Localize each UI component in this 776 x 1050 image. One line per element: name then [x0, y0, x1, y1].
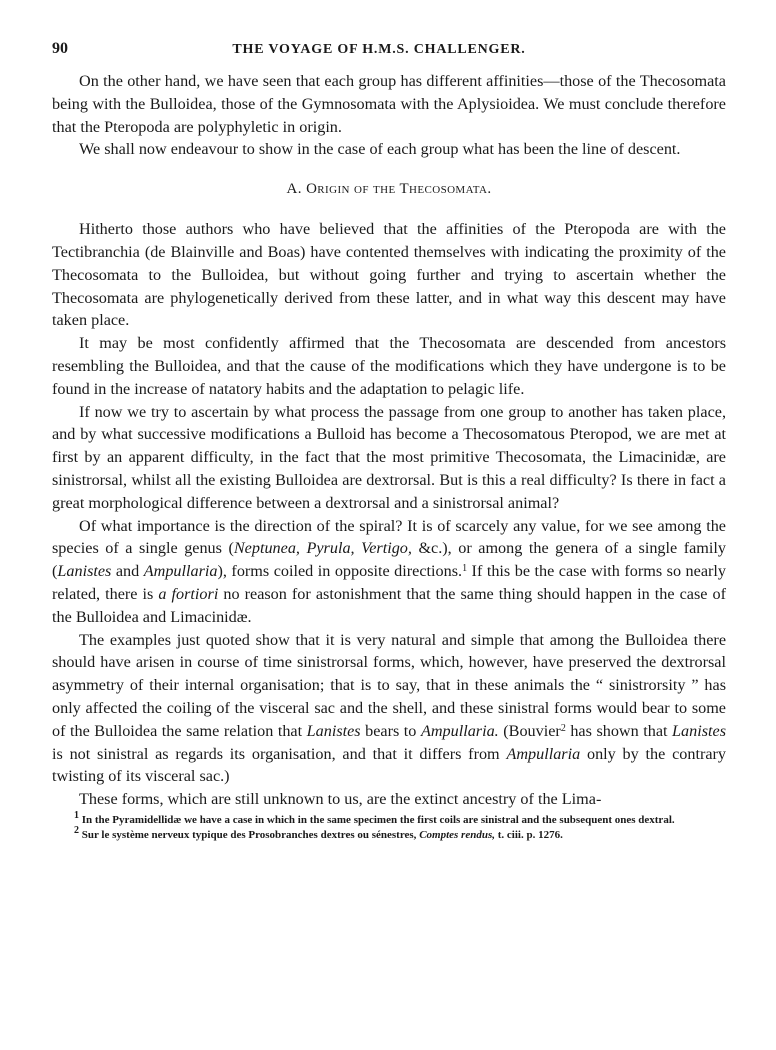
- body-paragraph-5: [52, 629, 726, 789]
- genus-names: Neptunea, Pyrula, Vertigo,: [233, 539, 412, 558]
- text-run: &c.), or among the genera of a single family (: [52, 539, 726, 581]
- page-number: 90: [52, 40, 68, 57]
- text-run: ), forms coiled in opposite directions.: [217, 562, 463, 581]
- text-run: bears to: [360, 721, 421, 740]
- running-title: THE VOYAGE OF H.M.S. CHALLENGER.: [232, 42, 526, 57]
- footnote-2-text: Sur le système nerveux typique des Prosobranches dextres ou sénestres,: [79, 828, 420, 841]
- footnote-ref-1: 1: [462, 563, 468, 575]
- text-run: has shown that: [565, 721, 673, 740]
- intro-paragraph-2: We shall now endeavour to show in the case of each group what has been the line of descent.: [79, 140, 681, 159]
- genus-name: Ampullaria: [506, 744, 581, 763]
- body-paragraph-6: These forms, which are still unknown to us, are the extinct ancestry of the Lima-: [79, 790, 602, 809]
- text-run: (Bouvier: [498, 721, 561, 740]
- footnote-2-mark: 2: [74, 824, 79, 836]
- body-paragraph-4: [52, 515, 726, 629]
- journal-title: Comptes rendus,: [419, 828, 495, 841]
- genus-name: Lanistes: [57, 562, 112, 581]
- section-title-text: Origin of the Thecosomata.: [306, 181, 492, 198]
- footnote-2: [52, 824, 726, 843]
- page-header: [52, 40, 726, 70]
- text-run: no reason for astonishment that the same thing should happen in the case of the Bulloidea and Limacinidæ.: [52, 584, 727, 626]
- text-run: If this be the case with forms so nearly related, there is: [52, 562, 726, 603]
- body-paragraph-3: If now we try to ascertain by what process the passage from one group to another has taken place, and by what successive modifications a Bulloid has become a Thecosomatous Pteropod, we are met at first by an apparent difficulty, in the fact that the most primitive Thecosomata, the Limacinidæ, are sinistrorsal, whilst all the existing Bulloidea are dextrorsal. But is this a real difficulty? Is there in fact a great morphological difference between a dextrorsal and a sinistrorsal animal?: [52, 402, 726, 512]
- footnote-2-citation: t. ciii. p. 1276.: [494, 828, 563, 841]
- genus-name: Lanistes: [306, 721, 361, 740]
- latin-phrase: a fortiori: [158, 584, 219, 603]
- text-run: and: [111, 562, 144, 581]
- body-paragraph-2: It may be most confidently affirmed that the Thecosomata are descended from ancestors resembling the Bulloidea, and that the cause of the modifications which they have undergone is to be found in the increase of natatory habits and the adaptation to pelagic life.: [52, 334, 726, 398]
- footnote-1: [52, 809, 726, 828]
- footnote-ref-2: 2: [560, 722, 566, 734]
- genus-name: Ampullaria.: [420, 721, 499, 740]
- section-heading: [52, 181, 726, 198]
- genus-name: Ampullaria: [143, 562, 218, 581]
- intro-paragraph-1: On the other hand, we have seen that each group has different affinities—those of the Thecosomata being with the Bulloidea, those of the Gymnosomata with the Aplysioidea. We must conclude therefore that the Pteropoda are polyphyletic in origin.: [52, 72, 726, 136]
- section-label: A.: [286, 181, 302, 198]
- text-run: only by the contrary twisting of its visceral sac.): [52, 744, 727, 786]
- footnote-1-text: In the Pyramidellidæ we have a case in which in the same specimen the first coils are sinistral and the subsequent ones dextral.: [79, 813, 675, 826]
- footnote-1-mark: 1: [74, 809, 79, 821]
- text-run: The examples just quoted show that it is very natural and simple that among the Bulloidea there should have arisen in course of time sinistrorsal forms, which, however, have preserved the dextrorsal asymmetry of their internal organisation; that is to say, that in these animals the “ sinistrorsity ” has only affected the coiling of the visceral sac and the shell, and these sinistral forms would bear to some of the Bulloidea the same relation that: [52, 630, 726, 740]
- genus-name: Lanistes: [672, 721, 727, 740]
- footnotes: [52, 809, 726, 843]
- body-paragraph-1: Hitherto those authors who have believed that the affinities of the Pteropoda are with the Tectibranchia (de Blainville and Boas) have contented themselves with indicating the proximity of the Thecosomata to the Bulloidea, but without going further and trying to ascertain whether the Thecosomata are phylogenetically derived from these latter, and in what way this descent may have taken place.: [52, 220, 726, 330]
- text-run: Of what importance is the direction of the spiral? It is of scarcely any value, for we see among the species of a single genus (: [52, 516, 726, 558]
- text-run: is not sinistral as regards its organisation, and that it differs from: [52, 744, 507, 763]
